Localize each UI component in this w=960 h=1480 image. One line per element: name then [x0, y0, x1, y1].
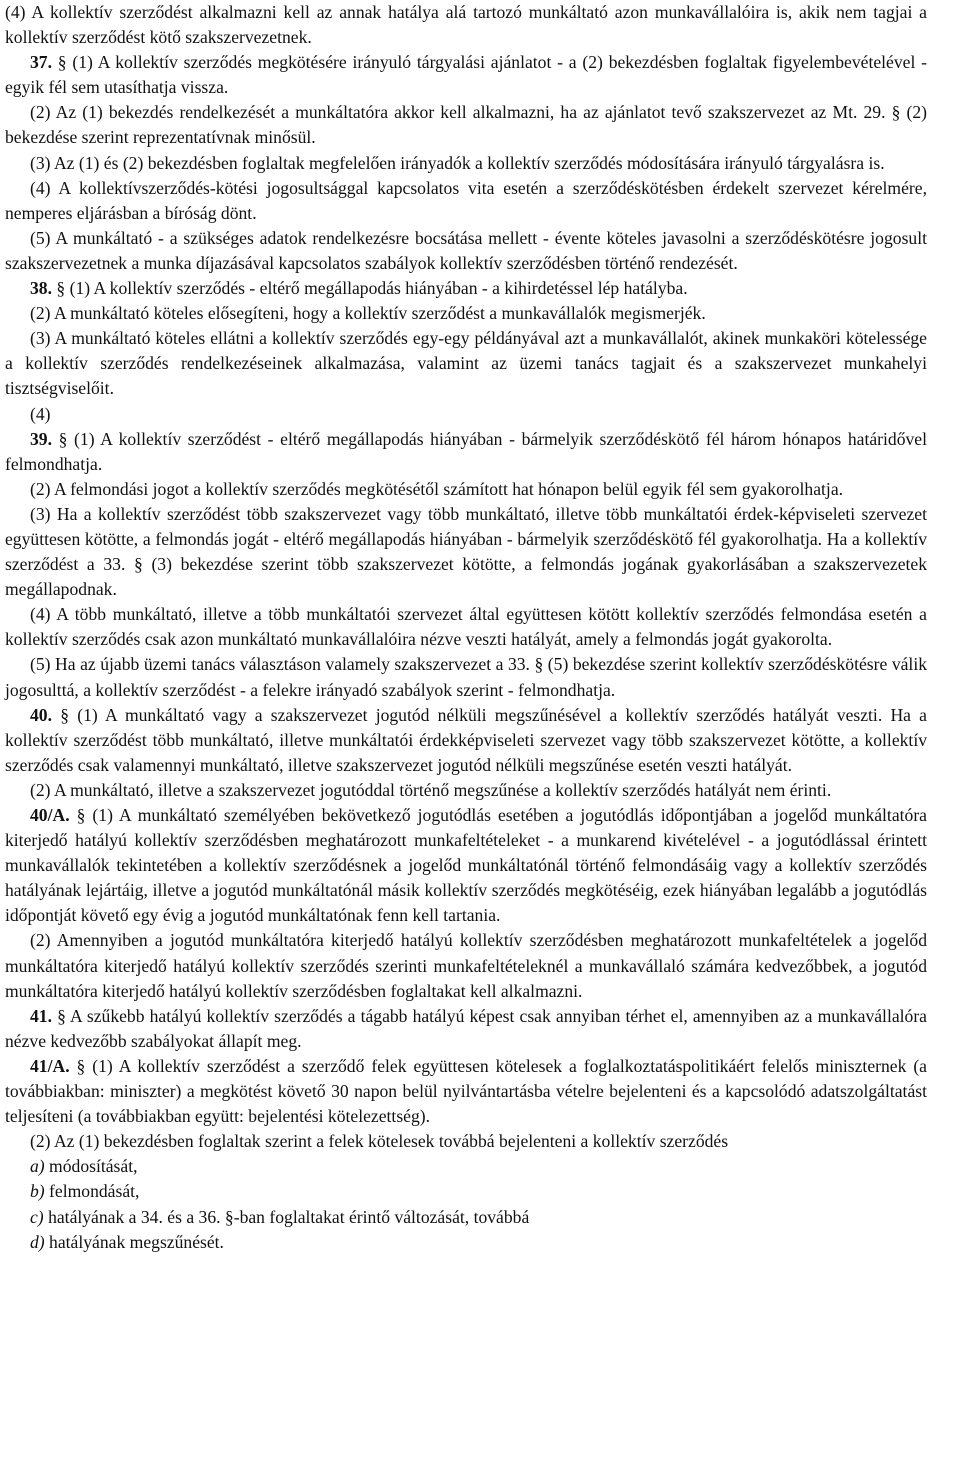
paragraph-text: (2) Az (1) bekezdés rendelkezését a munkáltatóra akkor kell alkalmazni, ha az ajánlatot tevő szakszervezet az Mt. 29. § (2) bekezdése szerint reprezentatívnak minősül.	[5, 102, 927, 148]
paragraph	[5, 50, 927, 100]
section-number: 40/A.	[30, 805, 70, 825]
paragraph-text: (2) Az (1) bekezdésben foglaltak szerint a felek kötelesek továbbá bejelenteni a kollektív szerződés	[30, 1131, 729, 1152]
paragraph-text: § (1) A munkáltató vagy a szakszervezet jogutód nélküli megszűnésével a kollektív szerződés hatályát veszti. Ha a kollektív szerződést több munkáltató, illetve munkáltatói érdekképviseleti szervezet vagy több szakszervezet kötötte, a kollektív szerződés csak valamennyi munkáltató, illetve szakszervezet jogutód nélküli megszűnése esetén veszti hatályát.	[5, 704, 927, 775]
paragraph-text: (4) A több munkáltató, illetve a több munkáltatói szervezet által együttesen kötött kollektív szerződés felmondása esetén a kollektív szerződés csak azon munkáltató munkavállalóira nézve veszti hatályát, amely a felmondás jogát gyakorolta.	[5, 604, 927, 650]
paragraph-text: (2) A munkáltató köteles elősegíteni, hogy a kollektív szerződést a munkavállalók megismerjék.	[30, 303, 706, 324]
list-item	[5, 1230, 927, 1255]
paragraph	[5, 427, 927, 477]
paragraph-text: § (1) A kollektív szerződést a szerződő felek együttesen kötelesek a foglalkoztatáspolitikáért felelős miniszternek (a továbbiakban: miniszter) a megkötést követő 30 napon belül nyilvántartásba vételre bejelenteni és a kapcsolódó adatszolgáltatást teljesíteni (a továbbiakban együtt: bejelentési kötelezettség).	[5, 1055, 927, 1127]
paragraph	[5, 151, 927, 176]
paragraph-text: § (1) A kollektív szerződés megkötésére irányuló tárgyalási ajánlatot - a (2) bekezdésben foglaltak figyelembevételével - egyik fél sem utasíthatja vissza.	[5, 52, 927, 98]
paragraph	[5, 703, 927, 778]
item-text: felmondását,	[44, 1181, 140, 1202]
item-letter: c)	[30, 1206, 44, 1227]
paragraph	[5, 803, 927, 928]
paragraph	[5, 100, 927, 150]
paragraph-text: § (1) A kollektív szerződést - eltérő megállapodás hiányában - bármelyik szerződéskötő fél három hónapos határidővel felmondhatja.	[5, 428, 927, 474]
paragraph-text: (4) A kollektívszerződés-kötési jogosultsággal kapcsolatos vita esetén a szerződéskötésben érdekelt szervezet kérelmére, nemperes eljárásban a bíróság dönt.	[5, 177, 927, 223]
item-letter: b)	[30, 1181, 45, 1202]
paragraph-text: (4) A kollektív szerződést alkalmazni kell az annak hatálya alá tartozó munkáltató azon munkavállalóira is, akik nem tagjai a kollektív szerződést kötő szakszervezetnek.	[5, 2, 927, 48]
paragraph	[5, 0, 927, 50]
item-letter: a)	[30, 1156, 45, 1177]
paragraph	[5, 276, 927, 301]
paragraph	[5, 326, 927, 401]
paragraph-text: (4)	[30, 403, 51, 424]
section-number: 39.	[30, 428, 52, 449]
paragraph-text: (3) Az (1) és (2) bekezdésben foglaltak megfelelően irányadók a kollektív szerződés módosítására irányuló tárgyalásra is.	[30, 152, 885, 173]
paragraph	[5, 301, 927, 326]
paragraph	[5, 226, 927, 276]
paragraph-text: (3) A munkáltató köteles ellátni a kollektív szerződés egy-egy példányával azt a munkavállalót, akinek munkaköri kötelessége a kollektív szerződés rendelkezéseinek alkalmazása, valamint az üzemi tanács tagjait és a szakszervezet munkahelyi tisztségviselőit.	[5, 328, 927, 399]
paragraph-text: (5) A munkáltató - a szükséges adatok rendelkezésre bocsátása mellett - évente köteles javasolni a szerződéskötésre jogosult szakszervezetnek a munka díjazásával kapcsolatos szabályok kollektív szerződésben történő rendezését.	[5, 227, 927, 273]
paragraph	[5, 477, 927, 502]
paragraph	[5, 928, 927, 1003]
section-number: 40.	[30, 704, 52, 725]
paragraph-text: (2) A munkáltató, illetve a szakszervezet jogutóddal történő megszűnése a kollektív szerződés hatályát nem érinti.	[30, 779, 832, 800]
item-text: hatályának megszűnését.	[44, 1231, 224, 1252]
section-number: 38.	[30, 278, 52, 299]
paragraph	[5, 602, 927, 652]
item-letter: d)	[30, 1231, 45, 1252]
paragraph	[5, 502, 927, 602]
paragraph	[5, 1054, 927, 1129]
item-text: hatályának a 34. és a 36. §-ban foglaltakat érintő változását, továbbá	[43, 1206, 530, 1227]
paragraph-text: § (1) A munkáltató személyében bekövetkező jogutódlás esetében a jogutódlás időpontjában a jogelőd munkáltatóra kiterjedő hatályú kollektív szerződésben meghatározott munkafeltételeket - a munkarend kivételével - a jogutódlással érintett munkavállalók tekintetében a kollektív szerződésnek a jogelőd munkáltatónál történő felmondásáig vagy a kollektív szerződés hatályának lejártáig, illetve a jogutód munkáltatónál másik kollektív szerződés megkötéséig, ezek hiányában legalább a jogutódlás időpontját követő egy évig a jogutód munkáltatónak fenn kell tartania.	[5, 805, 927, 926]
paragraph-text: § A szűkebb hatályú kollektív szerződés a tágabb hatályú képest csak annyiban térhet el, amennyiben az a munkavállalóra nézve kedvezőbb szabályokat állapít meg.	[5, 1005, 927, 1051]
section-number: 37.	[30, 52, 52, 73]
item-text: módosítását,	[44, 1156, 138, 1177]
paragraph-text: (2) A felmondási jogot a kollektív szerződés megkötésétől számított hat hónapon belül egyik fél sem gyakorolhatja.	[30, 478, 844, 499]
paragraph	[5, 778, 927, 803]
paragraph	[5, 652, 927, 702]
section-number: 41/A.	[30, 1055, 70, 1076]
paragraph	[5, 1129, 927, 1154]
paragraph	[5, 1004, 927, 1054]
list-item	[5, 1154, 927, 1179]
paragraph-text: (5) Ha az újabb üzemi tanács választáson valamely szakszervezet a 33. § (5) bekezdése szerint kollektív szerződéskötésre válik jogosulttá, a kollektív szerződést - a felekre irányadó szabályok szerint - felmondhatja.	[5, 654, 927, 700]
list-item	[5, 1179, 927, 1204]
paragraph-text: § (1) A kollektív szerződés - eltérő megállapodás hiányában - a kihirdetéssel lép hatályba.	[52, 278, 688, 299]
paragraph-text: (2) Amennyiben a jogutód munkáltatóra kiterjedő hatályú kollektív szerződésben meghatározott munkafeltételek a jogelőd munkáltatóra kiterjedő hatályú kollektív szerződés szerinti munkafeltételeknél a munkavállaló számára kedvezőbbek, a jogutód munkáltatóra kiterjedő hatályú kollektív szerződésben foglaltakat kell alkalmazni.	[5, 930, 927, 1001]
paragraph-text: (3) Ha a kollektív szerződést több szakszervezet vagy több munkáltató, illetve több munkáltatói érdek-képviseleti szervezet együttesen kötötte, a felmondás jogát - eltérő megállapodás hiányában - bármelyik szerződéskötő fél gyakorolhatja. Ha a kollektív szerződést a 33. § (3) bekezdése szerint több szakszervezet kötötte, a felmondás jogának gyakorlásában a szakszervezetek megállapodnak.	[5, 503, 927, 600]
paragraph	[5, 402, 927, 427]
list-item	[5, 1205, 927, 1230]
paragraph	[5, 176, 927, 226]
section-number: 41.	[30, 1005, 52, 1026]
document-page	[5, 0, 927, 1255]
